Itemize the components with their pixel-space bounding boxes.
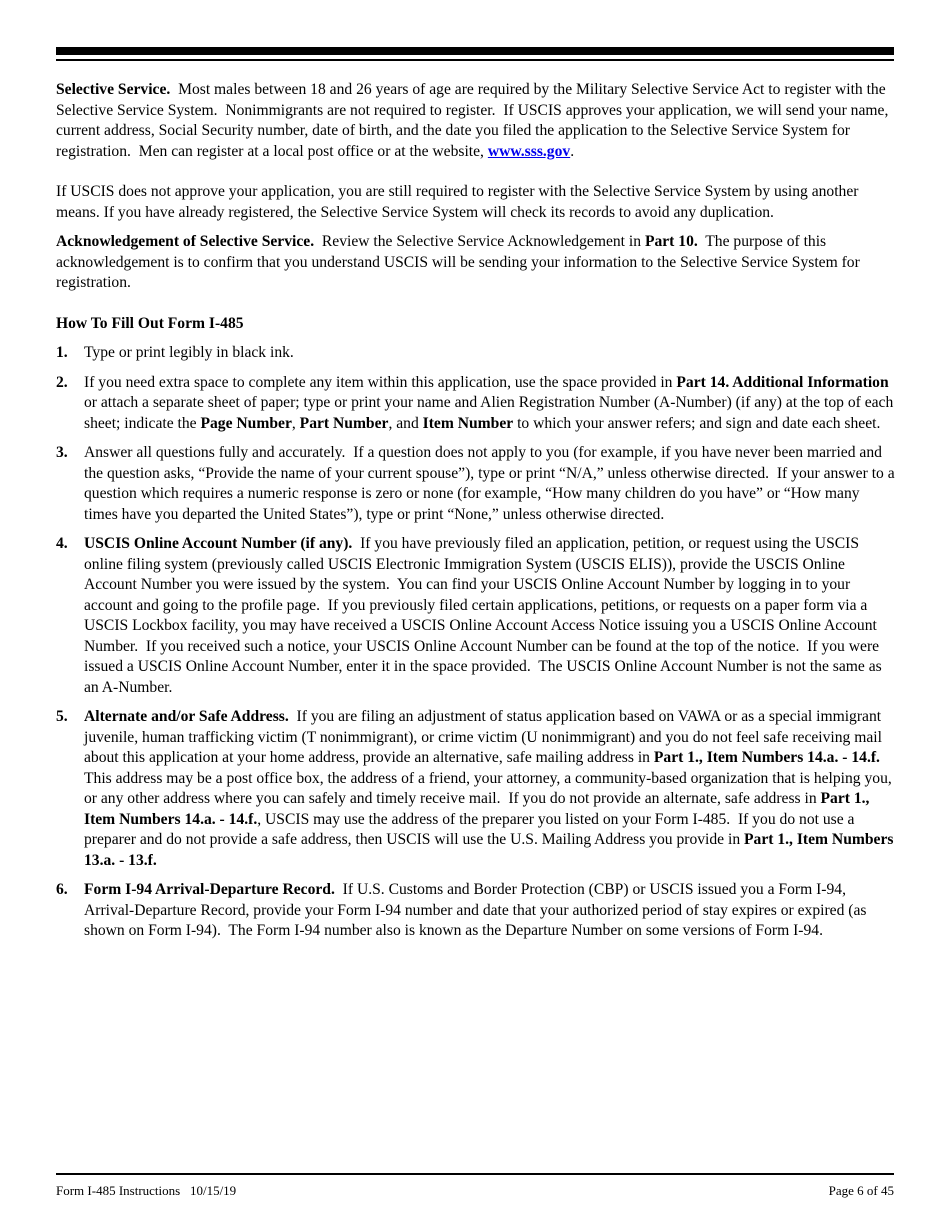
how-to-fill-out-heading: How To Fill Out Form I-485 <box>56 314 244 332</box>
list-item-4 <box>56 534 896 698</box>
header-rule-thin <box>56 59 894 61</box>
item-text: USCIS Online Account Number (if any). If you have previously filed an application, petition, or request using the USCIS online filing system (previously called USCIS Electronic Immigration System (USCIS ELIS)), provide the USCIS Online Account Number you were issued by the system. You can find your USCIS Online Account Number by logging in to your account and going to the profile page. If you previously filed certain applications, petitions, or requests on a paper form via a USCIS Lockbox facility, you may have received a USCIS Online Account Access Notice issuing you a USCIS Online Account Number. If you received such a notice, your USCIS Online Account Number can be found at the top of the notice. If you were issued a USCIS Online Account Number, enter it in the space provided. The USCIS Online Account Number is not the same as an A-Number. <box>84 535 886 696</box>
selective-service-paragraph: Selective Service. Most males between 18 and 26 years of age are required by the Military Selective Service Act to register with the Selective Service System. Nonimmigrants are not required to register. If USCIS approves your application, we will send your name, current address, Social Security number, date of birth, and the date you filed the application to the Selective Service System for registration. Men can register at a local post office or at the website, www.sss.gov. <box>56 81 893 160</box>
item-number: 6. <box>56 881 68 898</box>
acknowledgement-paragraph: Acknowledgement of Selective Service. Review the Selective Service Acknowledgement in Part 10. The purpose of this acknowledgement is to confirm that you understand USCIS will be sending your information to the Selective Service System for registration. <box>56 233 864 291</box>
item-number: 4. <box>56 535 68 552</box>
list-item-6 <box>56 880 896 942</box>
selective-service-paragraph-2: If USCIS does not approve your application, you are still required to register with the Selective Service System by using another means. If you have already registered, the Selective Service System will check its records to avoid any duplication. <box>56 183 859 221</box>
selective-service-heading: Selective Service. <box>56 81 171 98</box>
footer-rule <box>56 1173 894 1175</box>
list-item-5 <box>56 707 896 871</box>
instructions-body <box>56 80 899 951</box>
item-number: 2. <box>56 373 68 391</box>
acknowledgement-heading: Acknowledgement of Selective Service. <box>56 233 315 250</box>
item-text: Alternate and/or Safe Address. If you are filing an adjustment of status application based on VAWA or as a special immigrant juvenile, human trafficking victim (T nonimmigrant), or crime victim (U nonimmigrant) and you do not feel safe receiving mail about this application at your home address, provide an alternative, safe mailing address in Part 1., Item Numbers 14.a. - 14.f. This address may be a post office box, the address of a friend, your attorney, a community-based organization that is helping you, or any other address where you can safely and timely receive mail. If you do not provide an alternate, safe address in Part 1., Item Numbers 14.a. - 14.f., USCIS may use the address of the preparer you listed on your Form I-485. If you do not use a preparer and do not provide a safe address, then USCIS will use the U.S. Mailing Address you provide in Part 1., Item Numbers 13.a. - 13.f. <box>84 708 898 869</box>
footer-page-number: Page 6 of 45 <box>828 1183 894 1198</box>
sss-website-link[interactable]: www.sss.gov <box>487 142 571 160</box>
item-text: Type or print legibly in black ink. <box>84 344 294 361</box>
item-number: 3. <box>56 444 68 461</box>
footer-form-title: Form I-485 Instructions 10/15/19 <box>56 1183 237 1198</box>
list-item-3 <box>56 443 899 525</box>
item-text: If you need extra space to complete any item within this application, use the space provided in Part 14. Additional Information or attach a separate sheet of paper; type or print your name and Alien Registration Number (A-Number) (if any) at the top of each sheet; indicate the Page Number, Part Number, and Item Number to which your answer refers; and sign and date each sheet. <box>84 373 894 432</box>
item-text: Form I-94 Arrival-Departure Record. If U.S. Customs and Border Protection (CBP) or USCIS issued you a Form I-94, Arrival-Departure Record, provide your Form I-94 number and date that your authorized period of stay expires or expired (as shown on Form I-94). The Form I-94 number also is known as the Departure Number on some versions of Form I-94. <box>84 881 871 939</box>
item-number: 5. <box>56 708 68 725</box>
item-text: Answer all questions fully and accurately. If a question does not apply to you (for example, if you have never been married and the question asks, “Provide the name of your current spouse”), type or print “N/A,” unless otherwise directed. If your answer to a question which requires a numeric response is zero or none (for example, “How many children do you have” or “How many times have you departed the United States”), type or print “None,” unless otherwise directed. <box>84 444 899 523</box>
item-number: 1. <box>56 344 68 361</box>
list-item-1 <box>56 343 896 364</box>
header-rule-thick <box>56 47 894 55</box>
list-item-2 <box>56 373 896 435</box>
